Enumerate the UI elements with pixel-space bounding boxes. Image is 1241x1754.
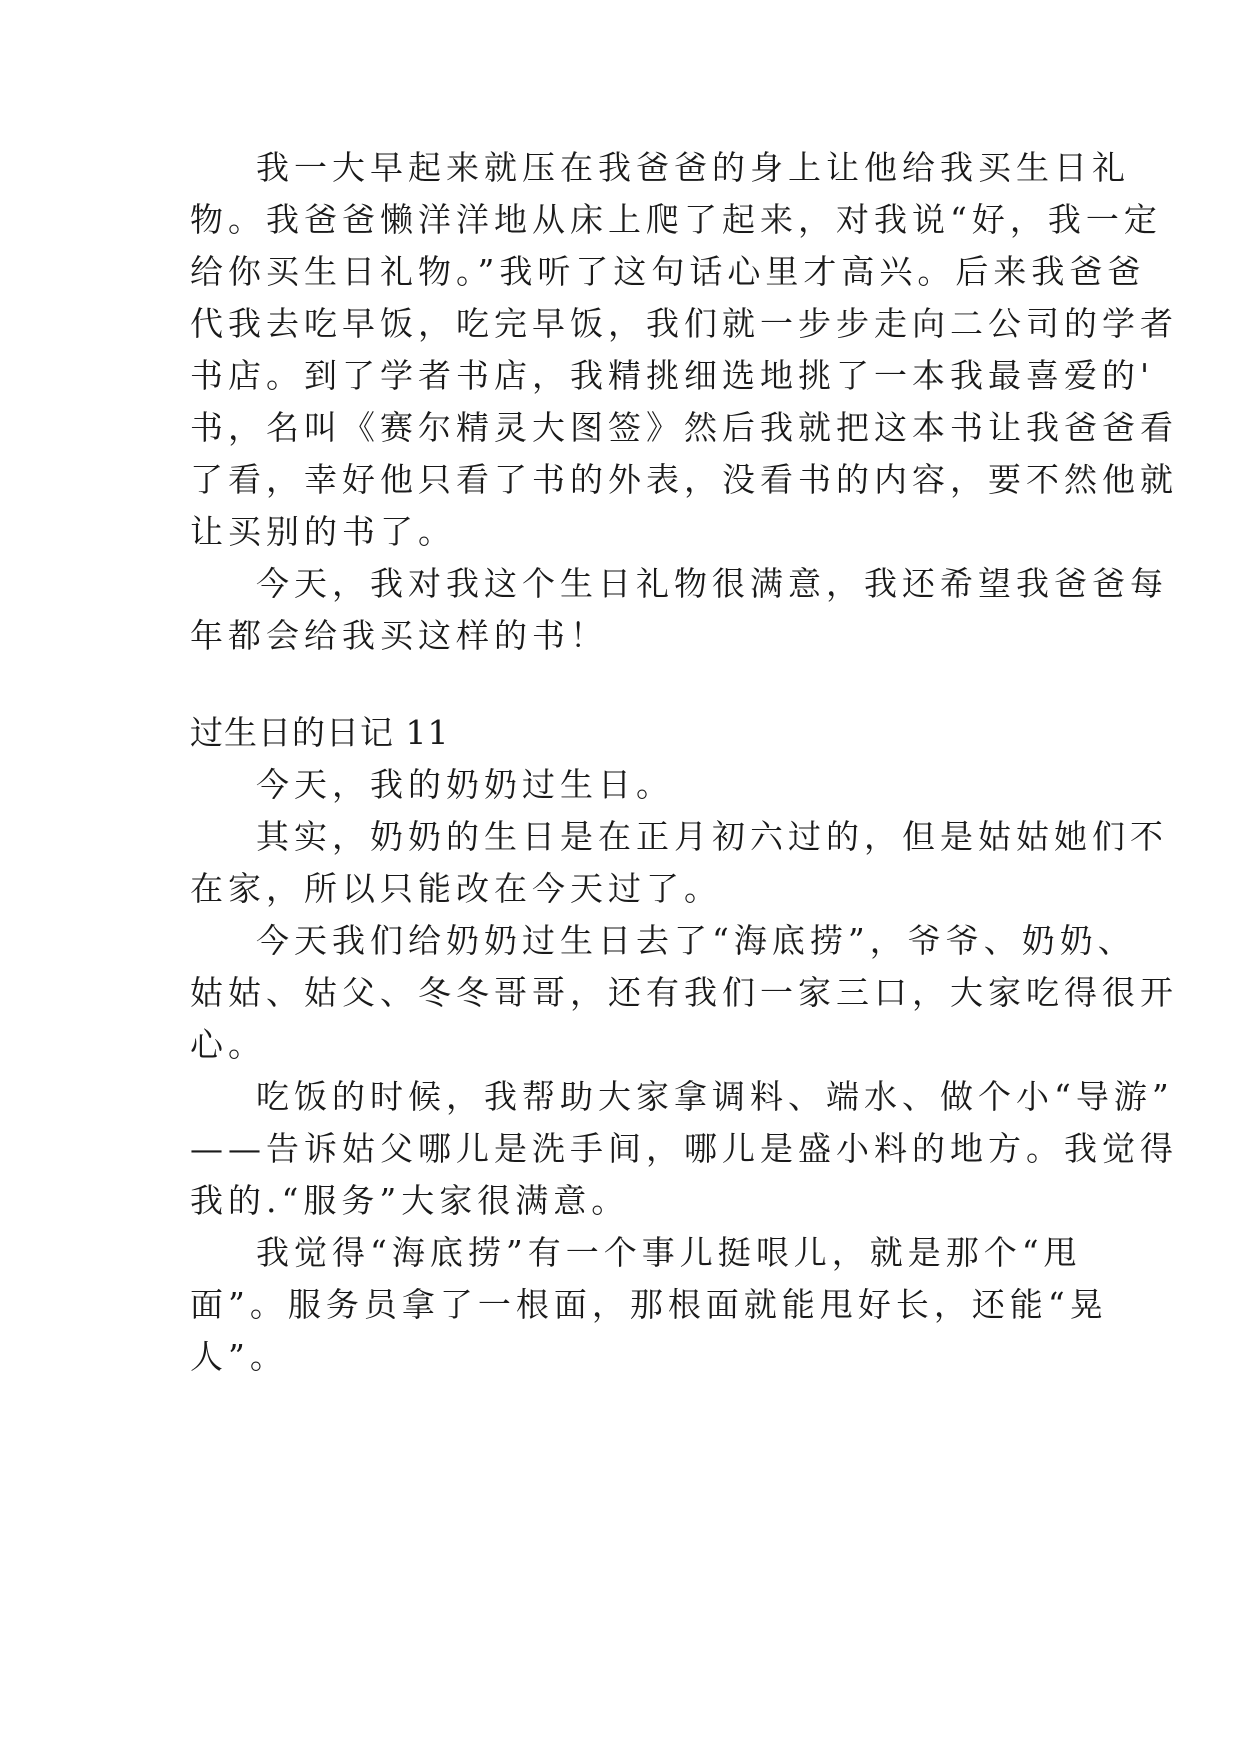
- text-line: 姑姑、姑父、冬冬哥哥，还有我们一家三口，大家吃得很开: [190, 973, 1178, 1012]
- text-line: ——告诉姑父哪儿是洗手间，哪儿是盛小料的地方。我觉得: [190, 1129, 1178, 1168]
- text-line: 今天，我对我这个生日礼物很满意，我还希望我爸爸每: [256, 564, 1168, 603]
- text-line: 我的.“服务”大家很满意。: [190, 1181, 630, 1220]
- text-line: 我觉得“海底捞”有一个事儿挺哏儿，就是那个“甩: [256, 1233, 1082, 1272]
- text-line: 给你买生日礼物。”我听了这句话心里才高兴。后来我爸爸: [190, 252, 1146, 291]
- text-line: 书店。到了学者书店，我精挑细选地挑了一本我最喜爱的': [190, 356, 1155, 395]
- text-line: 其实，奶奶的生日是在正月初六过的，但是姑姑她们不: [256, 817, 1168, 856]
- text-line: 心。: [190, 1025, 266, 1064]
- text-line: 今天，我的奶奶过生日。: [256, 765, 674, 804]
- text-line: 了看，幸好他只看了书的外表，没看书的内容，要不然他就: [190, 460, 1178, 499]
- text-line: 今天我们给奶奶过生日去了“海底捞”，爷爷、奶奶、: [256, 921, 1136, 960]
- text-line: 吃饭的时候，我帮助大家拿调料、端水、做个小“导游”: [256, 1077, 1174, 1116]
- text-line: 人”。: [190, 1337, 288, 1376]
- text-line: 物。我爸爸懒洋洋地从床上爬了起来，对我说“好，我一定: [190, 200, 1162, 239]
- text-line: 代我去吃早饭，吃完早饭，我们就一步步走向二公司的学者: [190, 304, 1178, 343]
- text-line: 我一大早起来就压在我爸爸的身上让他给我买生日礼: [256, 148, 1130, 187]
- text-line: 面”。服务员拿了一根面，那根面就能甩好长，还能“晃: [190, 1285, 1108, 1324]
- section-heading: 过生日的日记 11: [190, 713, 450, 752]
- text-line: 年都会给我买这样的书！: [190, 616, 608, 655]
- text-line: 书，名叫《赛尔精灵大图签》然后我就把这本书让我爸爸看: [190, 408, 1178, 447]
- text-line: 在家，所以只能改在今天过了。: [190, 869, 722, 908]
- text-line: 让买别的书了。: [190, 512, 456, 551]
